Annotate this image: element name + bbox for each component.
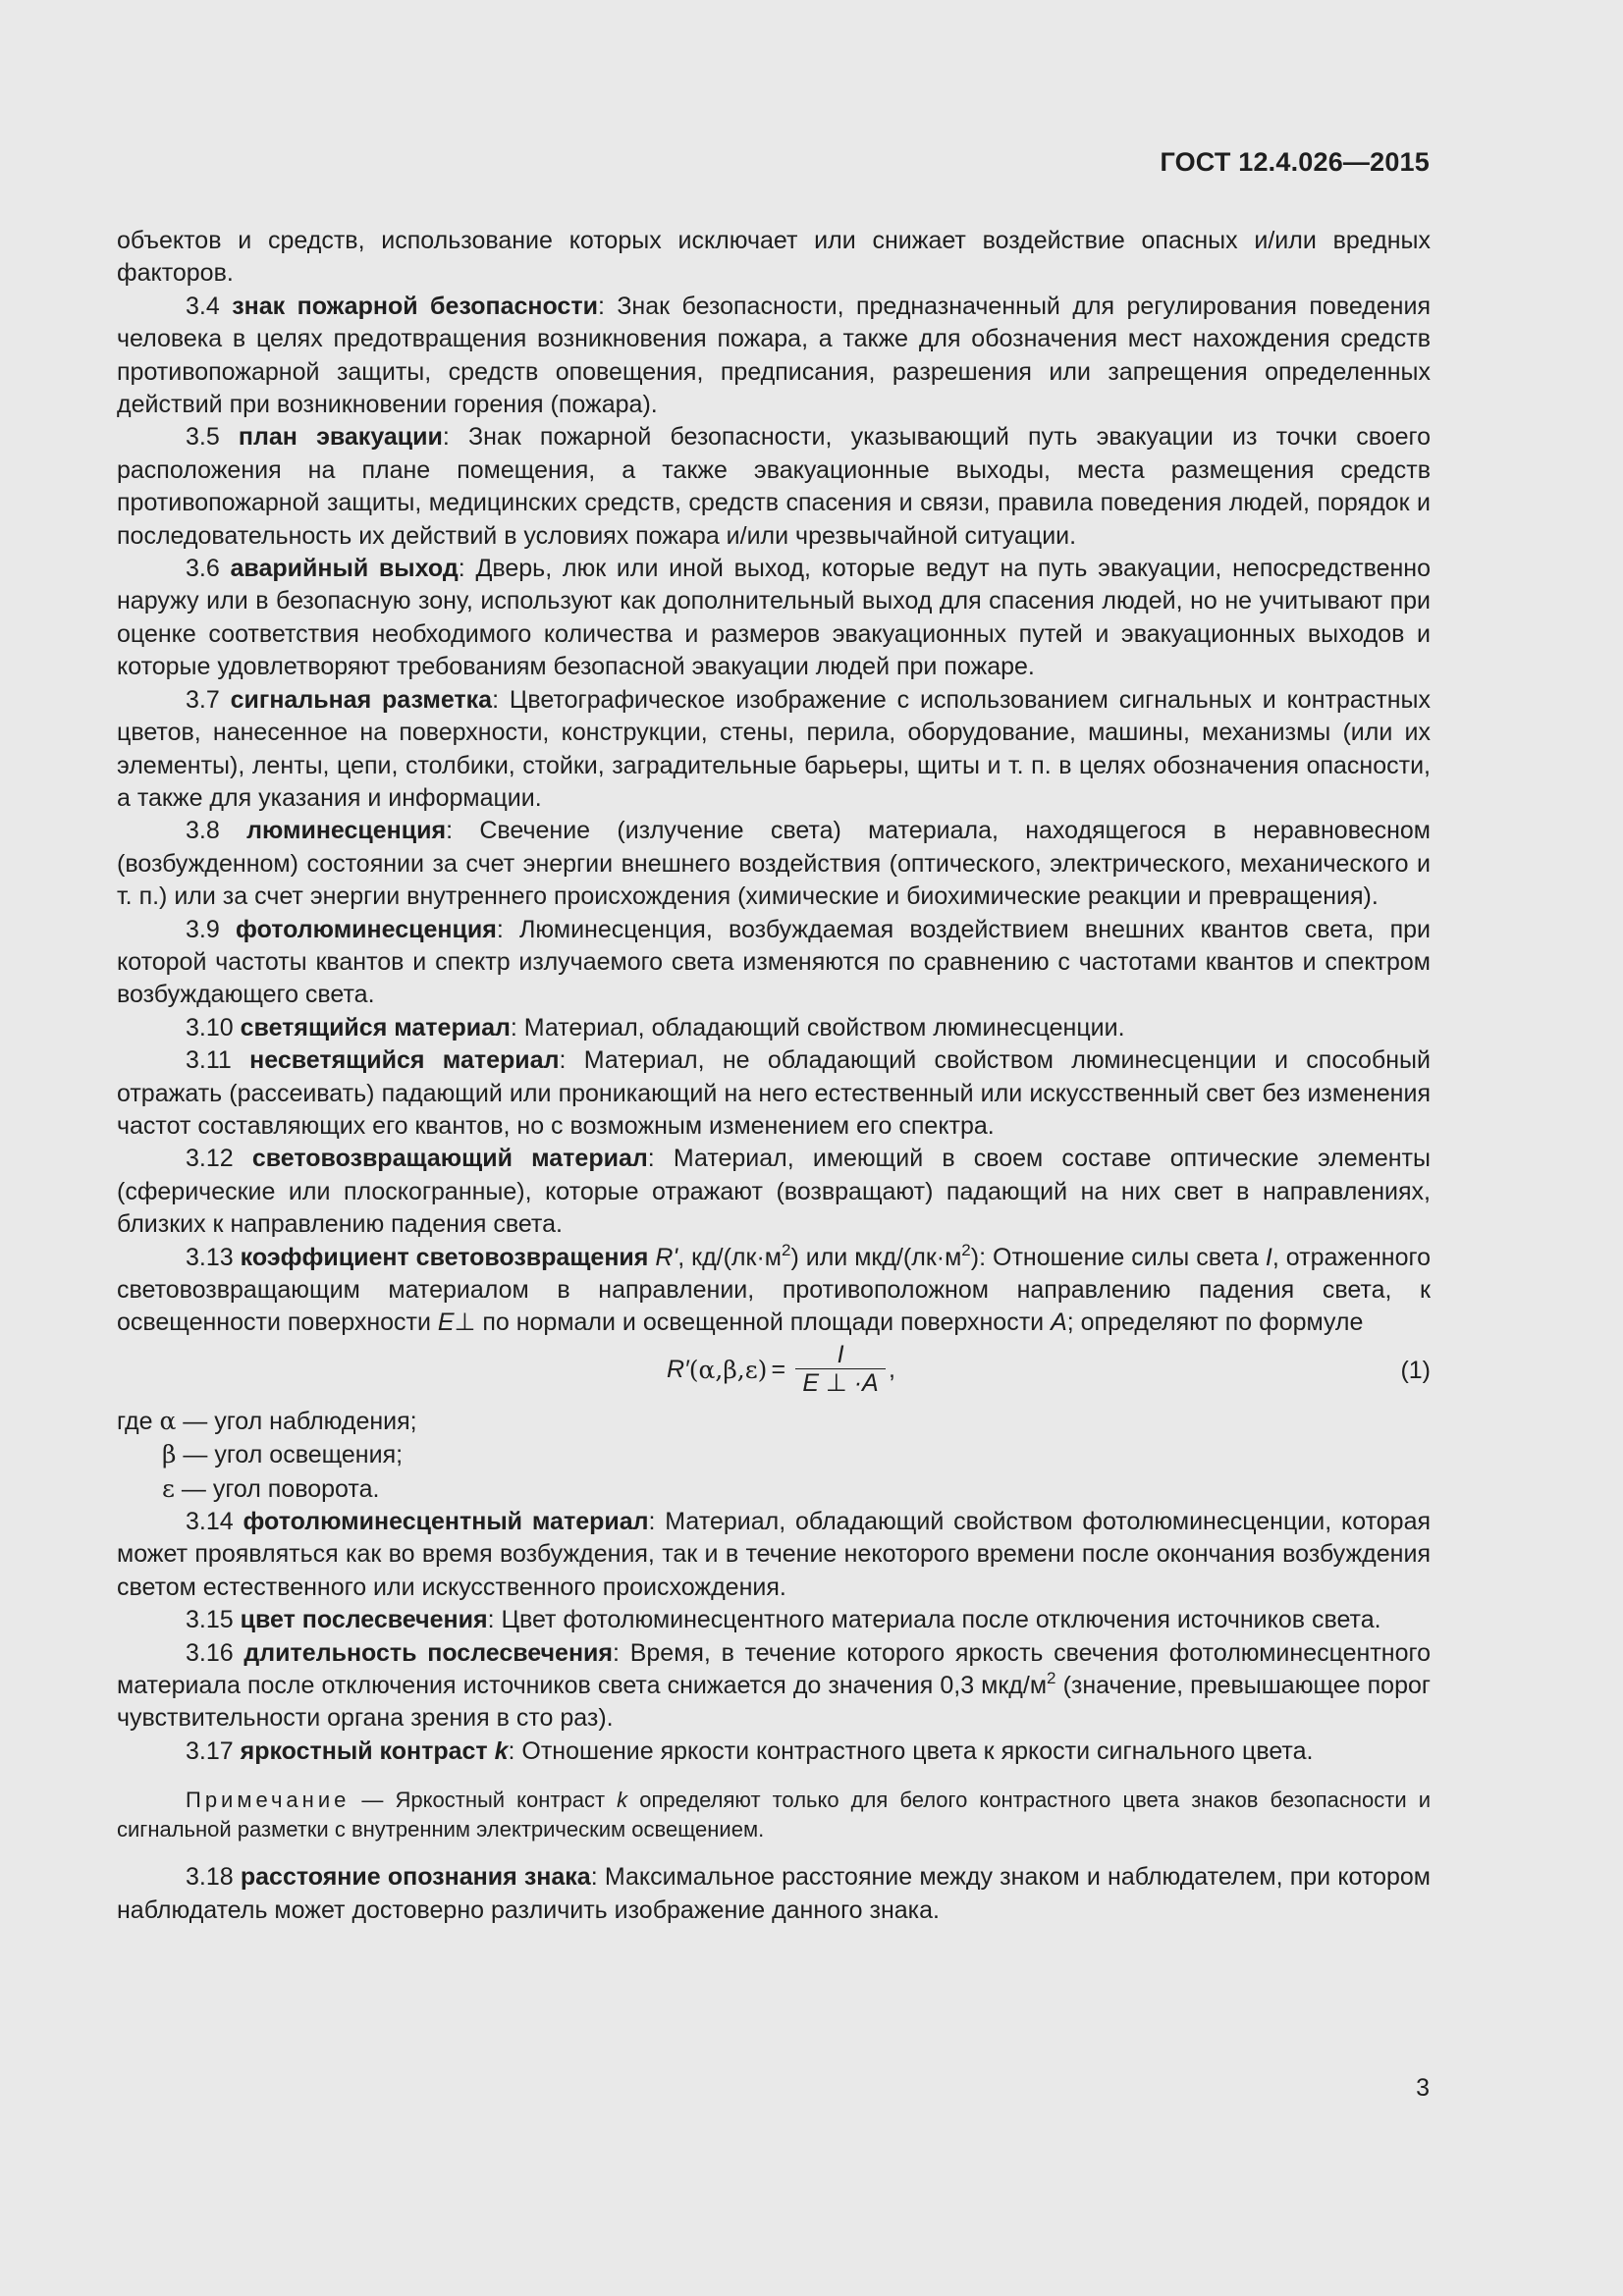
formula-definitions (117, 1405, 1431, 1506)
symbol-a: A (1051, 1308, 1067, 1337)
clause-number: 3.13 (186, 1243, 234, 1271)
symbol-epsilon: ε (162, 1473, 175, 1503)
formula-equals: = (771, 1355, 786, 1383)
paragraph-3-4 (117, 291, 1431, 422)
formula-lhs-args: (α,β,ε) (688, 1355, 768, 1384)
term: люминесценция (246, 817, 447, 845)
clause-number: 3.17 (186, 1736, 234, 1765)
definition-text: : Знак пожарной безопасности, указывающий путь эвакуации из точки своего расположения на плане помещения, а также эвакуационные выходы, места размещения средств противопожарной защиты, медицинских средств, средств спасения и связи, правила поведения людей, порядок и последовательность их действий в условиях пожара и/или чрезвычайной ситуации. (117, 423, 1431, 550)
definition-text: по нормали и освещенной площади поверхности (475, 1308, 1052, 1337)
clause-number: 3.5 (186, 423, 220, 452)
note (117, 1786, 1431, 1844)
term: коэффициент световозвращения (240, 1243, 649, 1271)
paragraph-continuation: объектов и средств, использование которых исключает или снижает воздействие опасных и/или вредных факторов. (117, 227, 1431, 288)
definition-text: : Время, в течение которого яркость свечения фотолюминесцентного материала после отключения источников света снижается до значения 0,3 мкд/м (117, 1638, 1431, 1700)
clause-number: 3.11 (186, 1046, 232, 1075)
term: яркостный контраст (240, 1736, 495, 1765)
definition-text: — угол поворота. (174, 1474, 380, 1503)
clause-number: 3.7 (186, 685, 220, 714)
term: светящийся материал (240, 1013, 511, 1041)
definition-row-epsilon (117, 1472, 1431, 1506)
clause-number: 3.9 (186, 915, 220, 943)
definition-text: ): Отношение силы света (970, 1243, 1266, 1271)
definition-text: : Отношение яркости контрастного цвета к яркости сигнального цвета. (508, 1736, 1314, 1765)
paragraph-3-18 (117, 1861, 1431, 1927)
definition-row-beta (117, 1438, 1431, 1471)
symbol-i: I (1265, 1243, 1272, 1271)
paragraph-3-11 (117, 1044, 1431, 1143)
clause-number: 3.6 (186, 555, 220, 583)
symbol-r: R' (655, 1243, 678, 1271)
clause-number: 3.4 (186, 292, 220, 320)
document-header: ГОСТ 12.4.026—2015 (1160, 147, 1430, 177)
paragraph-3-17 (117, 1735, 1431, 1768)
definition-text: : Материал, обладающий свойством фотолюминесценции, которая может проявляться как во время возбуждения, так и в течение некоторого времени после окончания возбуждения светом естественного или искусственного происхождения. (117, 1508, 1432, 1601)
symbol-alpha: α (159, 1406, 177, 1435)
definition-text: : Цвет фотолюминесцентного материала после отключения источников света. (487, 1606, 1381, 1634)
definition-text: : Люминесценция, возбуждаемая воздействием внешних квантов света, при которой частоты квантов и спектр излучаемого света изменяются по сравнению с частотами квантов и спектром возбуждающего света. (117, 915, 1431, 1009)
definition-text: ; определяют по формуле (1066, 1308, 1364, 1337)
symbol-k: k (617, 1788, 628, 1813)
definition-text: — угол освещения; (176, 1441, 404, 1469)
paragraph-3-6 (117, 553, 1431, 684)
formula-denominator: E ⊥ ·A (802, 1368, 879, 1397)
clause-number: 3.12 (186, 1145, 234, 1173)
definition-text: : Материал, обладающий свойством люминесценции. (510, 1013, 1125, 1041)
symbol-beta: β (162, 1440, 177, 1469)
term: несветящийся материал (249, 1046, 560, 1075)
formula-numerator: I (795, 1342, 886, 1369)
term: фотолюминесценция (236, 915, 497, 943)
units-text: , кд/(лк·м (677, 1243, 782, 1271)
paragraph-3-9 (117, 914, 1431, 1012)
paragraph-3-14 (117, 1506, 1431, 1604)
term: план эвакуации (238, 423, 443, 452)
symbol-k: k (494, 1736, 509, 1765)
definition-text: : Свечение (излучение света) материала, находящегося в неравновесном (возбужденном) состоянии за счет энергии внешнего воздействия (оптического, электрического, механического и т. п.) или за счет энергии внутреннего происхождения (химические и биохимические реакции и превращения). (117, 817, 1431, 911)
term: фотолюминесцентный материал (243, 1508, 649, 1536)
definition-row-alpha (117, 1405, 1431, 1438)
definition-text: : Знак безопасности, предназначенный для регулирования поведения человека в целях предотвращения возникновения пожара, а также для обозначения мест нахождения средств противопожарной защиты, средств оповещения, предписания, разрешения или запрещения определенных действий при возникновении горения (пожара). (117, 292, 1431, 419)
term: цвет послесвечения (240, 1606, 488, 1634)
clause-number: 3.16 (186, 1638, 234, 1667)
definition-text: : Материал, имеющий в своем составе оптические элементы (сферические или плоскогранные), которые отражают (возвращают) падающий на них свет в направлениях, близких к направлению падения света. (117, 1145, 1431, 1239)
superscript: 2 (781, 1240, 791, 1259)
term: световозвращающий материал (251, 1145, 648, 1173)
definition-text: : Максимальное расстояние между знаком и наблюдателем, при котором наблюдатель может достоверно различить изображение данного знака. (117, 1863, 1431, 1924)
paragraph-3-16 (117, 1637, 1431, 1735)
page-number: 3 (1416, 2074, 1430, 2102)
formula-trailing: , (889, 1355, 895, 1383)
paragraph-3-10 (117, 1012, 1431, 1044)
paragraph-3-5 (117, 421, 1431, 553)
term: сигнальная разметка (230, 685, 493, 714)
definition-text: — угол наблюдения; (176, 1407, 417, 1435)
clause-number: 3.18 (186, 1863, 234, 1892)
term: аварийный выход (230, 555, 459, 583)
formula-number: (1) (1400, 1356, 1431, 1384)
document-body (117, 225, 1431, 1927)
superscript: 2 (961, 1240, 971, 1259)
paragraph-3-12 (117, 1143, 1431, 1241)
term: длительность послесвечения (243, 1638, 614, 1667)
superscript: 2 (1047, 1669, 1056, 1688)
clause-number: 3.10 (186, 1013, 234, 1041)
symbol-e: E⊥ (437, 1308, 476, 1337)
definition-prefix: где (117, 1407, 160, 1435)
term: знак пожарной безопасности (232, 292, 598, 320)
definition-text: , отраженного световозвращающим материалом в направлении, противоположном направлению падения света, к освещенности поверхности (117, 1243, 1431, 1337)
clause-number: 3.8 (186, 817, 220, 845)
definition-text: : Дверь, люк или иной выход, которые ведут на путь эвакуации, непосредственно наружу или в безопасную зону, используют как дополнительный выход для спасения людей, но не учитывают при оценке соответствия необходимого количества и размеров эвакуационных путей и эвакуационных выходов и которые удовлетворяют требованиям безопасной эвакуации людей при пожаре. (117, 555, 1431, 681)
definition-text: (значение, превышающее порог чувствительности органа зрения в сто раз). (117, 1672, 1431, 1733)
definition-text: : Материал, не обладающий свойством люминесценции и способный отражать (рассеивать) падающий или проникающий на него естественный или искусственный свет без изменения частот составляющих его квантов, но с возможным изменением его спектра. (117, 1046, 1431, 1140)
definition-text: : Цветографическое изображение с использованием сигнальных и контрастных цветов, нанесенное на поверхности, конструкции, стены, перила, оборудование, машины, механизмы (или их элементы), ленты, цепи, столбики, стойки, заградительные барьеры, щиты и т. п. в целях обозначения опасности, а также для указания и информации. (117, 685, 1431, 812)
clause-number: 3.14 (186, 1508, 234, 1536)
formula-1 (117, 1342, 1431, 1399)
formula-fraction (795, 1342, 886, 1398)
formula-expression (667, 1342, 895, 1398)
note-dash: — (350, 1788, 396, 1813)
clause-number: 3.15 (186, 1606, 234, 1634)
units-text: ) или мкд/(лк·м (790, 1243, 962, 1271)
term: расстояние опознания знака (240, 1863, 591, 1892)
paragraph-3-8 (117, 815, 1431, 913)
paragraph-3-15 (117, 1604, 1431, 1636)
paragraph-3-13 (117, 1242, 1431, 1340)
formula-lhs-symbol: R′ (667, 1355, 689, 1383)
note-text: Яркостный контраст (395, 1788, 618, 1813)
note-label: Примечание (186, 1788, 351, 1813)
note-text: определяют только для белого контрастного цвета знаков безопасности и сигнальной разметки с внутренним электрическим освещением. (117, 1788, 1431, 1842)
paragraph-3-7 (117, 684, 1431, 816)
